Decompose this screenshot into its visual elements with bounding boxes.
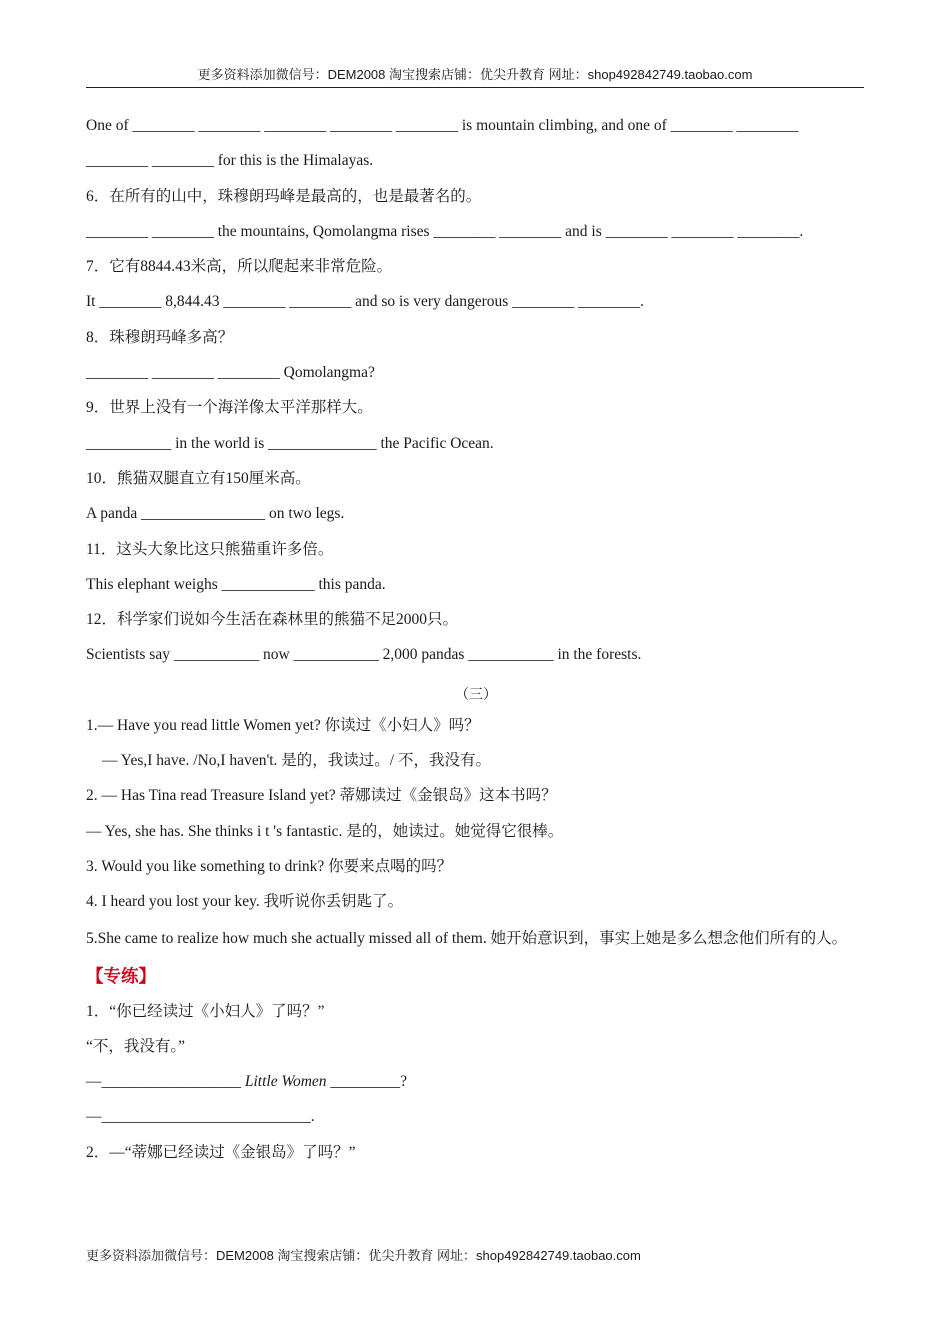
practice-answer-line: —___________________________. (86, 1108, 315, 1126)
practice-question: “不，我没有。” (86, 1037, 186, 1055)
sentence-line: 5.She came to realize how much she actually missed all of them. 她开始意识到，事实上她是多么想念他们所有的人。 (86, 929, 848, 947)
exercise-line: ________ ________ the mountains, Qomolangma rises ________ ________ and is ________ ________ ________. (86, 222, 804, 240)
exercise-line: It ________ 8,844.43 ________ ________ and so is very dangerous ________ ________. (86, 293, 644, 311)
exercise-question: 10．熊猫双腿直立有150厘米高。 (86, 469, 311, 487)
sentence-line: 4. I heard you lost your key. 我听说你丢钥匙了。 (86, 893, 404, 911)
document-body (86, 108, 866, 1170)
exercise-line: A panda ________________ on two legs. (86, 505, 345, 523)
practice-answer-line (86, 1064, 866, 1099)
exercise-line: ________ ________ ________ Qomolangma? (86, 364, 375, 382)
exercise-question: 6．在所有的山中，珠穆朗玛峰是最高的，也是最著名的。 (86, 187, 482, 205)
sentence-line: 2. — Has Tina read Treasure Island yet? 蒂娜读过《金银岛》这本书吗？ (86, 787, 557, 805)
practice-heading: 【专练】 (86, 965, 156, 986)
sentence-line: 3. Would you like something to drink? 你要来点喝的吗？ (86, 857, 453, 875)
exercise-question: 9．世界上没有一个海洋像太平洋那样大。 (86, 399, 373, 417)
practice-question: 2．—“蒂娜已经读过《金银岛》了吗？” (86, 1143, 356, 1161)
exercise-line: Scientists say ___________ now ___________ 2,000 pandas ___________ in the forests. (86, 646, 642, 664)
exercise-line: ___________ in the world is ______________ the Pacific Ocean. (86, 434, 494, 452)
exercise-question: 12．科学家们说如今生活在森林里的熊猫不足2000只。 (86, 611, 459, 629)
page-footer: 更多资料添加微信号：DEM2008 淘宝搜索店铺：优尖升教育 网址：shop492842749.taobao.com (86, 1248, 641, 1263)
exercise-question: 11．这头大象比这只熊猫重许多倍。 (86, 540, 334, 558)
blank: _________? (326, 1073, 408, 1091)
sentence-line: 1.— Have you read little Women yet? 你读过《小妇人》吗？ (86, 716, 480, 734)
blank: —__________________ (86, 1073, 245, 1091)
exercise-question: 8．珠穆朗玛峰多高？ (86, 328, 234, 346)
section-title: （三） (455, 687, 497, 703)
exercise-question: 7．它有8844.43米高，所以爬起来非常危险。 (86, 258, 393, 276)
exercise-line: ________ ________ for this is the Himalayas. (86, 152, 374, 170)
exercise-line: This elephant weighs ____________ this panda. (86, 575, 386, 593)
sentence-line: — Yes, she has. She thinks i t 's fantastic. 是的，她读过。她觉得它很棒。 (86, 822, 564, 840)
practice-question: 1．“你已经读过《小妇人》了吗？” (86, 1002, 325, 1020)
sentence-line: — Yes,I have. /No,I haven't. 是的，我读过。/ 不，我没有。 (102, 752, 491, 770)
book-title: Little Women (244, 1073, 327, 1091)
page-header: 更多资料添加微信号：DEM2008 淘宝搜索店铺：优尖升教育 网址：shop492842749.taobao.com (86, 64, 864, 88)
exercise-line: One of ________ ________ ________ ________ ________ is mountain climbing, and one of ________ ________ (86, 117, 799, 134)
